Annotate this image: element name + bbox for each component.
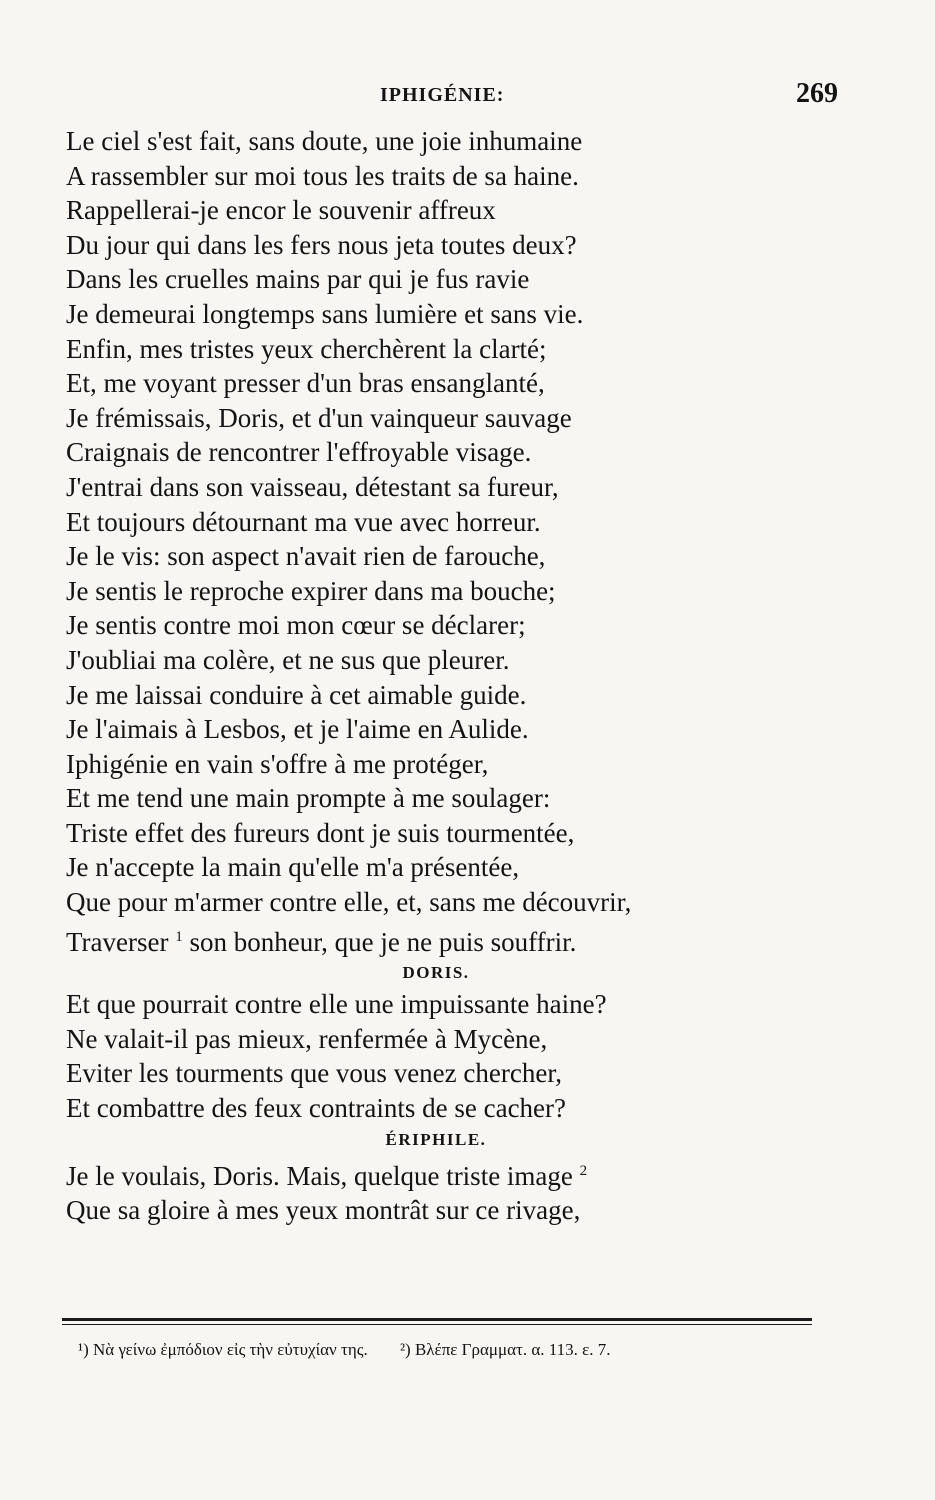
footnote-rule — [62, 1318, 812, 1321]
footnote-rule-thin — [62, 1324, 812, 1325]
verse-text — [66, 124, 866, 1228]
verse-line: Eviter les tourments que vous venez chercher, — [66, 1058, 562, 1089]
verse-line: Iphigénie en vain s'offre à me protéger, — [66, 748, 489, 779]
verse-line: Dans les cruelles mains par qui je fus ravie — [66, 264, 530, 295]
verse-line: Craignais de rencontrer l'effroyable visage. — [66, 437, 532, 468]
verse-line: Que pour m'armer contre elle, et, sans me découvrir, — [66, 887, 632, 918]
verse-line: Et me tend une main prompte à me soulager: — [66, 783, 551, 814]
verse-line: Et combattre des feux contraints de se cacher? — [66, 1093, 567, 1124]
footnotes — [78, 1340, 838, 1360]
verse-text-part: Je le voulais, Doris. Mais, quelque triste image — [66, 1160, 580, 1191]
verse-line: Le ciel s'est fait, sans doute, une joie inhumaine — [66, 126, 583, 156]
verse-line: Je le vis: son aspect n'avait rien de farouche, — [66, 541, 546, 572]
page-header — [0, 78, 935, 118]
verse-line: Je n'accepte la main qu'elle m'a présentée, — [66, 852, 520, 883]
verse-line: Rappellerai-je encor le souvenir affreux — [66, 195, 496, 226]
verse-line: Que sa gloire à mes yeux montrât sur ce rivage, — [66, 1195, 581, 1226]
running-title: IPHIGÉNIE: — [380, 84, 505, 106]
speaker-heading-doris: DORIS. — [402, 963, 470, 983]
verse-block-doris — [66, 987, 866, 1125]
verse-line: A rassembler sur moi tous les traits de sa haine. — [66, 160, 579, 191]
verse-text-part: Traverser — [66, 926, 176, 957]
verse-line: Je sentis contre moi mon cœur se déclarer; — [66, 610, 526, 641]
verse-block-eriphile — [66, 124, 866, 959]
verse-line: Je frémissais, Doris, et d'un vainqueur sauvage — [66, 402, 572, 433]
page-number: 269 — [796, 78, 838, 109]
footnote-2 — [400, 1340, 611, 1360]
verse-text-part: son bonheur, que je ne puis souffrir. — [182, 926, 577, 957]
footnote-text: Βλέπε Γραμματ. α. 113. ε. 7. — [410, 1340, 611, 1359]
footnote-1 — [78, 1340, 368, 1360]
verse-block-eriphile-2 — [66, 1154, 866, 1228]
verse-line: J'entrai dans son vaisseau, détestant sa fureur, — [66, 471, 559, 502]
verse-line: Et, me voyant presser d'un bras ensanglanté, — [66, 368, 545, 399]
verse-line: Et que pourrait contre elle une impuissante haine? — [66, 989, 607, 1020]
footnote-ref: 1 — [175, 928, 183, 945]
verse-line-with-note — [66, 920, 866, 960]
verse-line: Je me laissai conduire à cet aimable guide. — [66, 679, 527, 710]
verse-line: Triste effet des fureurs dont je suis tourmentée, — [66, 817, 575, 848]
verse-line: Du jour qui dans les fers nous jeta toutes deux? — [66, 229, 577, 260]
verse-line: Je demeurai longtemps sans lumière et sans vie. — [66, 298, 584, 329]
verse-line: Je sentis le reproche expirer dans ma bouche; — [66, 575, 556, 606]
verse-line: Ne valait-il pas mieux, renfermée à Mycène, — [66, 1023, 548, 1054]
verse-line: Je l'aimais à Lesbos, et je l'aime en Aulide. — [66, 714, 529, 745]
verse-line: Enfin, mes tristes yeux cherchèrent la clarté; — [66, 333, 547, 364]
footnote-marker: ²) — [399, 1340, 411, 1359]
footnote-ref: 2 — [579, 1162, 588, 1179]
speaker-heading-eriphile: ÉRIPHILE. — [385, 1129, 487, 1149]
verse-line: J'oubliai ma colère, et ne sus que pleurer. — [66, 644, 510, 675]
footnote-marker: ¹) — [78, 1340, 89, 1359]
verse-line: Et toujours détournant ma vue avec horreur. — [66, 506, 541, 537]
verse-line-with-note — [66, 1154, 866, 1194]
footnote-text: Νὰ γείνω ἐμπόδιον εἰς τὴν εὐτυχίαν της. — [88, 1340, 368, 1359]
